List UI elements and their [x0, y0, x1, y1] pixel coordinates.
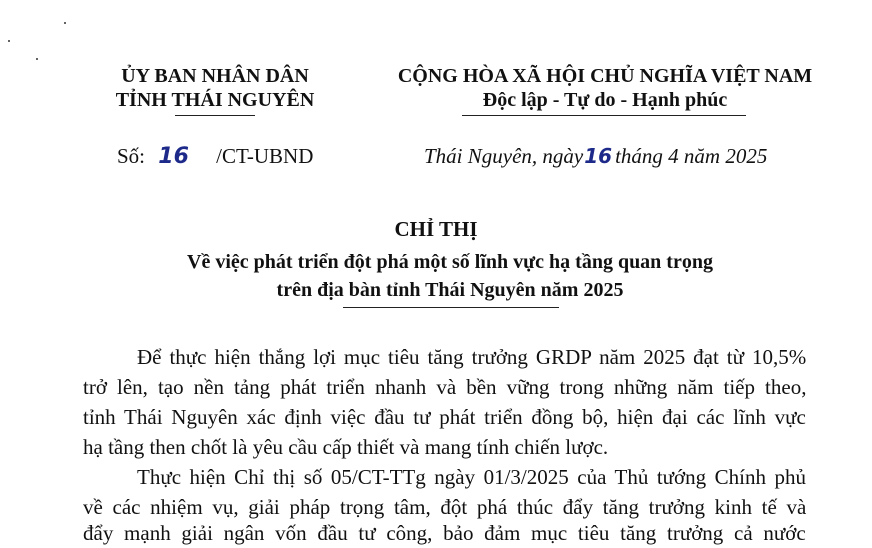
paragraph-1-line: trở lên, tạo nền tảng phát triển nhanh và bền vững trong những năm tiếp theo,	[83, 375, 807, 399]
scan-speck	[36, 58, 38, 60]
paragraph-2-line: Thực hiện Chỉ thị số 05/CT-TTg ngày 01/3/2025 của Thủ tướng Chính phủ	[137, 465, 806, 489]
subject-line2: trên địa bàn tỉnh Thái Nguyên năm 2025	[276, 279, 624, 301]
subject-line1: Về việc phát triển đột phá một số lĩnh vực hạ tầng quan trọng	[187, 251, 713, 273]
agency-name-line1: ỦY BAN NHÂN DÂN	[121, 65, 309, 87]
document-type-title: CHỈ THỊ	[394, 217, 478, 241]
scan-speck	[8, 40, 10, 42]
national-title: CỘNG HÒA XÃ HỘI CHỦ NGHĨA VIỆT NAM	[397, 65, 813, 87]
date-suffix: tháng 4 năm 2025	[615, 144, 768, 168]
paragraph-1-line: Để thực hiện thắng lợi mục tiêu tăng trưởng GRDP năm 2025 đạt từ 10,5%	[137, 345, 807, 369]
number-prefix: Số:	[117, 144, 146, 168]
number-suffix: /CT-UBND	[216, 144, 314, 168]
paragraph-1-line: hạ tầng then chốt là yêu cầu cấp thiết và mang tính chiến lược.	[83, 435, 609, 459]
subject-underline	[343, 307, 559, 308]
paragraph-2-line: đẩy mạnh giải ngân vốn đầu tư công, bảo đảm mục tiêu tăng trưởng cả nước	[83, 521, 806, 545]
number-handwritten: 16	[158, 144, 189, 169]
paragraph-2-line: về các nhiệm vụ, giải pháp trọng tâm, đột phá thúc đẩy tăng trưởng kinh tế và	[83, 495, 807, 519]
document-number	[117, 143, 313, 170]
national-motto: Độc lập - Tự do - Hạnh phúc	[482, 89, 728, 111]
motto-underline	[462, 115, 746, 116]
date-handwritten-day: 16	[584, 144, 613, 168]
paragraph-1-line: tỉnh Thái Nguyên xác định việc đầu tư phát triển đồng bộ, hiện đại các lĩnh vực	[83, 405, 806, 429]
agency-underline	[175, 115, 255, 116]
issue-date	[424, 143, 767, 169]
agency-name-line2: TỈNH THÁI NGUYÊN	[115, 89, 315, 111]
scan-speck	[64, 22, 66, 24]
date-prefix: Thái Nguyên, ngày	[424, 144, 584, 168]
